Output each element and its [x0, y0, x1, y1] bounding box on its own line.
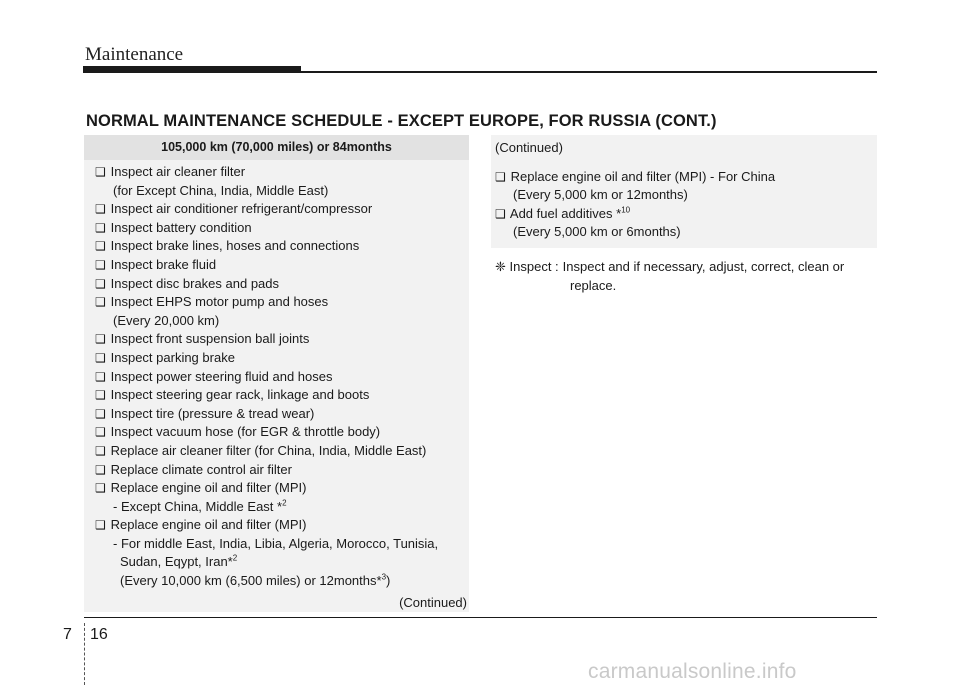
inspect-definition-note: [495, 258, 877, 295]
list-item: ❑ Inspect disc brakes and pads: [95, 275, 469, 294]
header-rule-thin: [301, 71, 877, 73]
checkbox-icon: ❑: [95, 332, 106, 347]
list-item: ❑ Inspect steering gear rack, linkage and boots: [95, 386, 469, 405]
list-item-note: (Every 5,000 km or 12months): [513, 187, 688, 203]
section-title: NORMAL MAINTENANCE SCHEDULE - EXCEPT EUROPE, FOR RUSSIA (CONT.): [86, 112, 717, 130]
page-header-title: Maintenance: [85, 44, 184, 65]
list-item: ❑ Inspect parking brake: [95, 349, 469, 368]
list-item: ❑ Inspect EHPS motor pump and hoses: [95, 293, 469, 312]
footer-dashed-divider: [84, 623, 85, 685]
checkbox-icon: ❑: [95, 276, 106, 291]
list-item: ❑ Inspect power steering fluid and hoses: [95, 368, 469, 387]
list-item: ❑ Inspect air conditioner refrigerant/compressor: [95, 200, 469, 219]
list-item-note: - For middle East, India, Libia, Algeria, Morocco, Tunisia,: [113, 535, 439, 551]
checkbox-icon: ❑: [95, 350, 106, 365]
page-number: 16: [90, 626, 108, 643]
chapter-number: 7: [63, 626, 72, 643]
checkbox-icon: ❑: [95, 257, 106, 272]
note-symbol-icon: ❈: [495, 259, 506, 274]
list-item-note: (for Except China, India, Middle East): [113, 182, 329, 198]
list-item-note: Sudan, Eqypt, Iran*$^2$: [120, 554, 238, 570]
list-item-note: - Except China, Middle East *$^2$: [113, 498, 287, 514]
checkbox-icon: ❑: [495, 206, 506, 221]
list-item: ❑ Replace air cleaner filter (for China, India, Middle East): [95, 442, 469, 461]
list-item: ❑ Inspect brake fluid: [95, 256, 469, 275]
schedule-panel-right: [491, 135, 877, 248]
watermark: carmanualsonline.info: [588, 660, 797, 683]
checkbox-icon: ❑: [95, 165, 106, 179]
checkbox-icon: ❑: [95, 406, 106, 421]
list-item: ❑ Inspect front suspension ball joints: [95, 330, 469, 349]
note-key: Inspect :: [509, 259, 559, 274]
checkbox-icon: ❑: [495, 169, 506, 184]
list-item: ❑ Replace engine oil and filter (MPI) - For China: [495, 168, 877, 187]
list-item-note: (Every 5,000 km or 6months): [513, 224, 681, 240]
continued-label: (Continued): [495, 140, 563, 155]
list-item: ❑ Replace climate control air filter: [95, 461, 469, 480]
checkbox-icon: ❑: [95, 220, 106, 235]
list-item-note: (Every 20,000 km): [113, 312, 220, 328]
footer-rule: [84, 617, 877, 618]
header-rule-thick: [83, 66, 301, 73]
checkbox-icon: ❑: [95, 388, 106, 403]
schedule-panel-left: [84, 135, 469, 612]
checkbox-icon: ❑: [95, 462, 106, 477]
checkbox-icon: ❑: [95, 295, 106, 310]
list-item: ❑ Inspect tire (pressure & tread wear): [95, 405, 469, 424]
checkbox-icon: ❑: [95, 425, 106, 440]
note-value: Inspect and if necessary, adjust, correct, clean or: [562, 259, 845, 274]
checkbox-icon: ❑: [95, 202, 106, 217]
note-value-continued: replace.: [570, 277, 617, 293]
checkbox-icon: ❑: [95, 443, 106, 458]
list-item: ❑ Replace engine oil and filter (MPI): [95, 516, 469, 535]
checkbox-icon: ❑: [95, 481, 106, 496]
checklist: [84, 160, 469, 612]
checkbox-icon: ❑: [95, 369, 106, 384]
checkbox-icon: ❑: [95, 518, 106, 533]
checkbox-icon: ❑: [95, 239, 106, 254]
list-item-note: (Every 10,000 km (6,500 miles) or 12months*$^3$): [120, 572, 391, 589]
list-item: ❑ Inspect air cleaner filter: [95, 163, 469, 182]
list-item: ❑ Inspect battery condition: [95, 219, 469, 238]
list-item: ❑ Add fuel additives *$^{10}$: [495, 205, 877, 224]
schedule-interval-heading: 105,000 km (70,000 miles) or 84months: [84, 135, 469, 160]
list-item: ❑ Inspect brake lines, hoses and connections: [95, 237, 469, 256]
continued-label: (Continued): [399, 594, 467, 610]
list-item: ❑ Inspect vacuum hose (for EGR & throttle body): [95, 423, 469, 442]
list-item: ❑ Replace engine oil and filter (MPI): [95, 479, 469, 498]
